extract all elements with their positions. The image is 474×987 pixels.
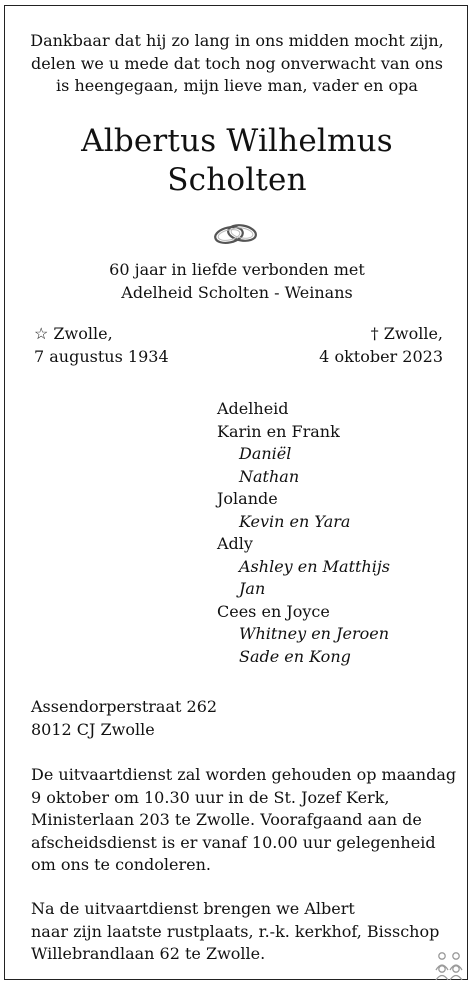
service-line: 9 oktober om 10.30 uur in de St. Jozef Kerk, [31, 787, 390, 807]
family-member: Jolande [217, 489, 278, 508]
burial-info [31, 898, 451, 966]
family-member: Cees en Joyce [217, 601, 330, 621]
burial-line: naar zijn laatste rustplaats, r.-k. kerkhof, Bisschop [31, 921, 440, 941]
marriage-line: 60 jaar in liefde verbonden met [109, 260, 365, 279]
death-place: † Zwolle, [370, 324, 443, 343]
intro-text [0, 30, 474, 98]
grandchild: Daniël [239, 444, 292, 463]
service-info [31, 764, 457, 877]
people-group-logo-icon [432, 950, 466, 980]
family-member: Adelheid [217, 399, 289, 418]
birth-info [34, 323, 169, 368]
grandchild: Kevin en Yara [239, 511, 351, 531]
wedding-rings-icon [208, 218, 264, 248]
marriage-text [0, 259, 474, 304]
grandchild: Whitney en Jeroen [239, 624, 389, 643]
family-list [217, 398, 390, 668]
grandchild: Sade en Kong [239, 646, 351, 666]
intro-line: Dankbaar dat hij zo lang in ons midden mocht zijn, [30, 31, 444, 50]
service-line: De uitvaartdienst zal worden gehouden op maandag [31, 765, 457, 784]
address-city: 8012 CJ Zwolle [31, 719, 155, 739]
burial-line: Na de uitvaartdienst brengen we Albert [31, 899, 355, 918]
grandchild: Nathan [239, 466, 300, 486]
burial-line: Willebrandlaan 62 te Zwolle. [31, 944, 266, 963]
grandchild: Ashley en Matthijs [239, 556, 391, 576]
deceased-name [0, 122, 474, 200]
given-names: Albertus Wilhelmus [81, 123, 393, 159]
family-member: Adly [217, 534, 253, 553]
address [31, 696, 217, 741]
intro-line: delen we u mede dat toch nog onverwacht van ons [31, 53, 443, 73]
grandchild: Jan [239, 579, 266, 598]
service-line: afscheidsdienst is er vanaf 10.00 uur gelegenheid [31, 832, 436, 852]
intro-line: is heengegaan, mijn lieve man, vader en opa [56, 76, 418, 95]
birth-place: ☆ Zwolle, [34, 324, 113, 343]
surname: Scholten [167, 162, 307, 198]
death-info [319, 323, 443, 368]
service-line: om ons te condoleren. [31, 855, 211, 874]
service-line: Ministerlaan 203 te Zwolle. Voorafgaand aan de [31, 810, 422, 829]
family-member: Karin en Frank [217, 421, 340, 441]
spouse-name: Adelheid Scholten - Weinans [121, 282, 353, 302]
birth-date: 7 augustus 1934 [34, 346, 169, 366]
address-street: Assendorperstraat 262 [31, 697, 218, 716]
death-date: 4 oktober 2023 [319, 346, 443, 366]
